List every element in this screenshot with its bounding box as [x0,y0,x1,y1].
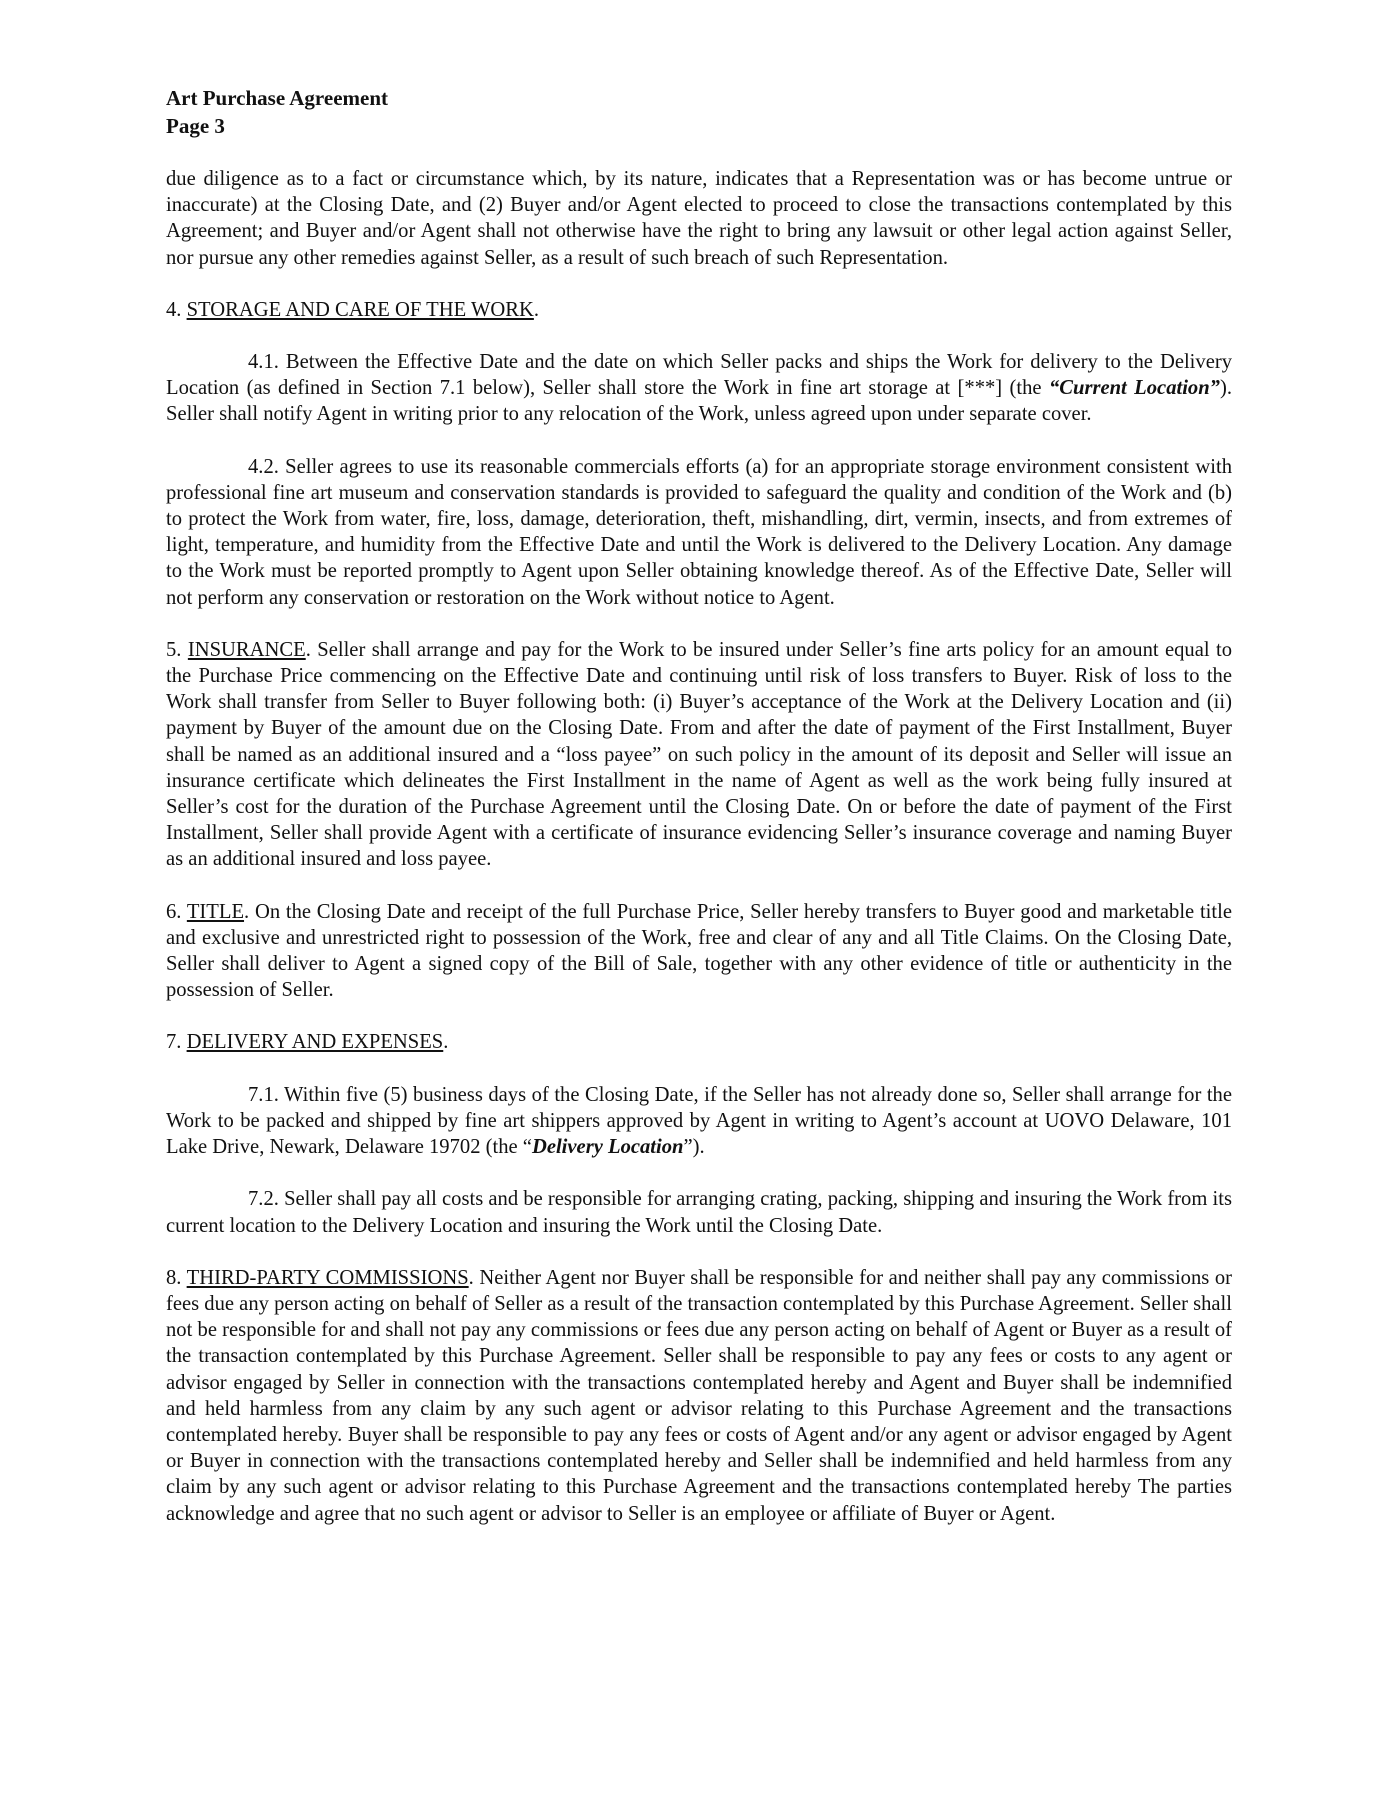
section-number: 6. [166,900,187,923]
section-8 [166,1265,1232,1527]
section-4-1 [166,349,1232,428]
section-title-end: . [533,298,540,321]
section-7-heading [166,1029,1232,1055]
section-8-text: . Neither Agent nor Buyer shall be responsible for and neither shall pay any commissions or fees due any person acting on behalf of Seller as a result of the transaction contemplated by this Purchase Agreement. Seller shall not be responsible for and shall not pay any commissions or fees due any person acting on behalf of Agent or Buyer as a result of the transaction contemplated by this Purchase Agreement. Seller shall be responsible to pay any fees or costs to any agent or advisor engaged by Seller in connection with the transactions contemplated hereby and Agent and Buyer shall be indemnified and held harmless from any claim by any such agent or advisor relating to this Purchase Agreement and the transactions contemplated hereby. Buyer shall be responsible to pay any fees or costs of Agent and/or any agent or advisor engaged by Agent or Buyer in connection with the transactions contemplated hereby and Seller shall be indemnified and held harmless from any claim by any such agent or advisor relating to this Purchase Agreement and the transactions contemplated hereby The parties acknowledge and agree that no such agent or advisor to Seller is an employee or affiliate of Buyer or Agent. [166,1266,1232,1525]
defined-term-delivery-location: Delivery Location [531,1136,684,1159]
section-5 [166,637,1232,873]
section-title: TITLE [186,900,245,923]
section-4-1-text-b: ). Seller shall notify Agent in writing prior to any relocation of the Work, unless agreed upon under separate cover. [166,377,1232,426]
section-7-1-text-a: 7.1. Within five (5) business days of the Closing Date, if the Seller has not already done so, Seller shall arrange for the Work to be packed and shipped by fine art shippers approved by Agent in writing to Agent’s account at UOVO Delaware, 101 Lake Drive, Newark, Delaware 19702 (the “ [166,1083,1232,1159]
section-4-1-text-a: 4.1. Between the Effective Date and the date on which Seller packs and ships the Work for delivery to the Delivery Location (as defined in Section 7.1 below), Seller shall store the Work in fine art storage at [***] (the [166,351,1232,400]
section-title-end: . [443,1031,449,1054]
page-number: Page 3 [166,114,225,138]
page-header [166,84,1232,140]
section-6-text: . On the Closing Date and receipt of the full Purchase Price, Seller hereby transfers to Buyer good and marketable title and exclusive and unrestricted right to possession of the Work, free and clear of any and all Title Claims. On the Closing Date, Seller shall deliver to Agent a signed copy of the Bill of Sale, together with any other evidence of title or authenticity in the possession of Seller. [166,900,1232,1002]
section-number: 7. [166,1031,187,1054]
section-7-1-text-b: ”). [683,1136,705,1159]
paragraph-continuation: due diligence as to a fact or circumstance which, by its nature, indicates that a Representation was or has become untrue or inaccurate) at the Closing Date, and (2) Buyer and/or Agent elected to proceed to close the transactions contemplated by this Agreement; and Buyer and/or Agent shall not otherwise have the right to bring any lawsuit or other legal action against Seller, nor pursue any other remedies against Seller, as a result of such breach of such Representation. [166,168,1232,269]
document-title: Art Purchase Agreement [166,86,388,110]
section-7-2: 7.2. Seller shall pay all costs and be responsible for arranging crating, packing, shipping and insuring the Work from its current location to the Delivery Location and insuring the Work until the Closing Date. [166,1188,1232,1237]
defined-term-current-location: “Current Location” [1048,377,1220,400]
section-4-2: 4.2. Seller agrees to use its reasonable commercials efforts (a) for an appropriate storage environment consistent with professional fine art museum and conservation standards is provided to safeguard the quality and condition of the Work and (b) to protect the Work from water, fire, loss, damage, deterioration, theft, mishandling, dirt, vermin, insects, and from extremes of light, temperature, and humidity from the Effective Date and until the Work is delivered to the Delivery Location. Any damage to the Work must be reported promptly to Agent upon Seller obtaining knowledge thereof. As of the Effective Date, Seller will not perform any conservation or restoration on the Work without notice to Agent. [166,455,1232,609]
section-title: STORAGE AND CARE OF THE WORK [186,298,534,321]
section-title: INSURANCE [187,638,306,661]
section-5-text: . Seller shall arrange and pay for the Work to be insured under Seller’s fine arts policy for an amount equal to the Purchase Price commencing on the Effective Date and continuing until risk of loss transfers to Buyer. Risk of loss to the Work shall transfer from Seller to Buyer following both: (i) Buyer’s acceptance of the Work at the Delivery Location and (ii) payment by Buyer of the amount due on the Closing Date. From and after the date of payment of the First Installment, Buyer shall be named as an additional insured and a “loss payee” on such policy in the amount of its deposit and Seller will issue an insurance certificate which delineates the First Installment in the name of Agent as well as the work being fully insured at Seller’s cost for the duration of the Purchase Agreement until the Closing Date. On or before the date of payment of the First Installment, Seller shall provide Agent with a certificate of insurance evidencing Seller’s insurance coverage and naming Buyer as an additional insured and loss payee. [166,638,1232,871]
document-page [166,84,1232,1553]
section-number: 4. [166,298,187,321]
section-6 [166,899,1232,1004]
section-title: THIRD-PARTY COMMISSIONS [186,1266,469,1289]
section-7-1 [166,1082,1232,1161]
section-title: DELIVERY AND EXPENSES [186,1031,444,1054]
section-number: 5. [166,638,188,661]
section-4-heading [166,297,1232,323]
section-number: 8. [166,1266,187,1289]
